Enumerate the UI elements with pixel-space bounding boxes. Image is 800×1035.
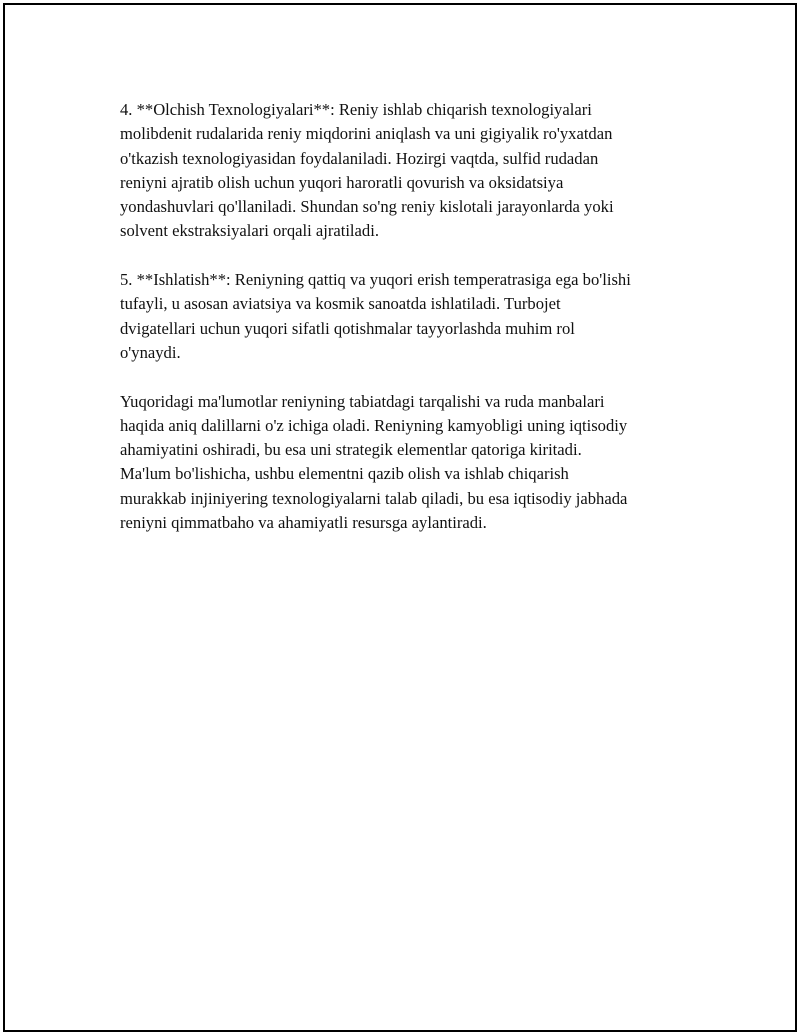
text-line: haqida aniq dalillarni o'z ichiga oladi. Reniyning kamyobligi uning iqtisodiy [120,415,628,435]
paragraph-summary [120,390,705,536]
paragraph-usage [120,268,705,365]
text-line: reniyni ajratib olish uchun yuqori haroratli qovurish va oksidatsiya [120,172,564,192]
text-line: 4. **Olchish Texnologiyalari**: Reniy ishlab chiqarish texnologiyalari [120,100,592,119]
text-line: reniyni qimmatbaho va ahamiyatli resursga aylantiradi. [120,513,487,533]
text-line: ahamiyatini oshiradi, bu esa uni strategik elementlar qatoriga kiritadi. [120,440,582,460]
text-line: tufayli, u asosan aviatsiya va kosmik sanoatda ishlatiladi. Turbojet [120,294,561,314]
text-line: dvigatellari uchun yuqori sifatli qotishmalar tayyorlashda muhim rol [120,318,575,338]
document-page [3,3,797,1032]
text-line: o'ynaydi. [120,342,181,362]
text-line: 5. **Ishlatish**: Reniyning qattiq va yuqori erish temperatrasiga ega bo'lishi [120,270,631,290]
text-line: yondashuvlari qo'llaniladi. Shundan so'ng reniy kislotali jarayonlarda yoki [120,197,614,217]
paragraph-measuring-technologies [120,98,705,244]
text-line: solvent ekstraksiyalari orqali ajratiladi. [120,221,379,241]
text-line: o'tkazish texnologiyasidan foydalaniladi. Hozirgi vaqtda, sulfid rudadan [120,148,599,168]
text-line: murakkab injiniyering texnologiyalarni talab qiladi, bu esa iqtisodiy jabhada [120,488,628,508]
text-line: Ma'lum bo'lishicha, ushbu elementni qazib olish va ishlab chiqarish [120,464,569,484]
text-line: Yuqoridagi ma'lumotlar reniyning tabiatdagi tarqalishi va ruda manbalari [120,391,605,411]
text-line: molibdenit rudalarida reniy miqdorini aniqlash va uni gigiyalik ro'yxatdan [120,124,613,144]
document-body [120,98,705,560]
